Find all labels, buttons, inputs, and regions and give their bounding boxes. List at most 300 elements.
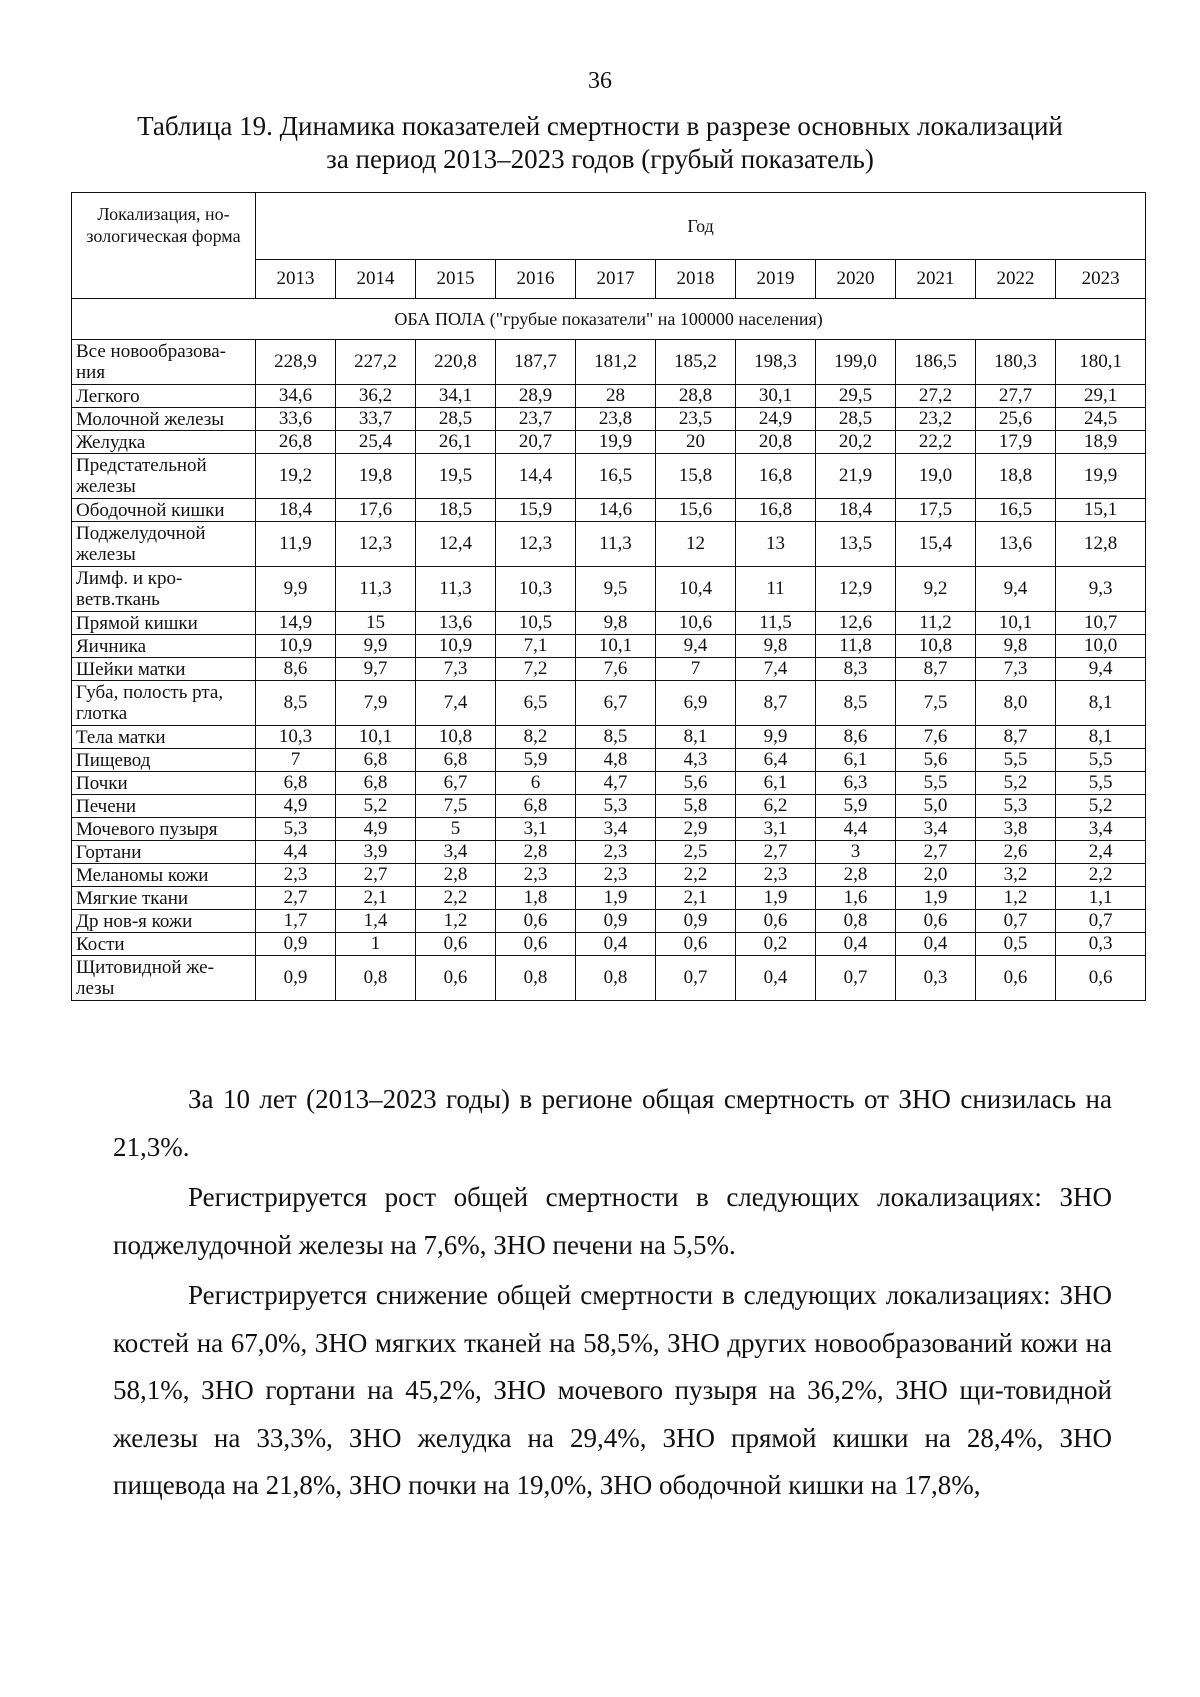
value-cell: 2,3 — [736, 864, 816, 887]
year-header-cell: 2017 — [576, 260, 656, 299]
value-cell: 228,9 — [256, 340, 336, 385]
value-cell: 2,3 — [496, 864, 576, 887]
table-title-line-1: Таблица 19. Динамика показателей смертности в разрезе основных локализаций — [137, 111, 1063, 141]
value-cell: 18,4 — [256, 499, 336, 522]
value-cell: 0,4 — [896, 933, 976, 956]
value-cell: 9,8 — [576, 612, 656, 635]
value-cell: 2,0 — [896, 864, 976, 887]
value-cell: 227,2 — [336, 340, 416, 385]
value-cell: 8,5 — [576, 726, 656, 749]
value-cell: 12,3 — [336, 522, 416, 567]
value-cell: 0,6 — [416, 956, 496, 1001]
value-cell: 12,9 — [816, 567, 896, 612]
value-cell: 17,5 — [896, 499, 976, 522]
value-cell: 9,9 — [336, 635, 416, 658]
table-row — [72, 841, 1146, 864]
value-cell: 0,6 — [496, 910, 576, 933]
value-cell: 0,8 — [496, 956, 576, 1001]
value-cell: 3,4 — [576, 818, 656, 841]
value-cell: 25,4 — [336, 431, 416, 454]
value-cell: 2,1 — [656, 887, 736, 910]
value-cell: 19,0 — [896, 454, 976, 499]
value-cell: 0,8 — [816, 910, 896, 933]
value-cell: 24,5 — [1056, 408, 1146, 431]
localization-cell: Гортани — [72, 841, 256, 864]
value-cell: 13,5 — [816, 522, 896, 567]
value-cell: 19,2 — [256, 454, 336, 499]
year-header-cell: 2023 — [1056, 260, 1146, 299]
value-cell: 8,6 — [256, 658, 336, 681]
value-cell: 19,5 — [416, 454, 496, 499]
value-cell: 6,7 — [416, 772, 496, 795]
table-title — [60, 110, 1140, 176]
value-cell: 8,7 — [976, 726, 1056, 749]
value-cell: 4,8 — [576, 749, 656, 772]
value-cell: 0,9 — [256, 933, 336, 956]
mortality-table — [71, 192, 1146, 1001]
value-cell: 5,2 — [1056, 795, 1146, 818]
value-cell: 36,2 — [336, 385, 416, 408]
value-cell: 9,7 — [336, 658, 416, 681]
value-cell: 28,8 — [656, 385, 736, 408]
value-cell: 8,6 — [816, 726, 896, 749]
header-year: Год — [256, 193, 1146, 260]
value-cell: 6,5 — [496, 681, 576, 726]
value-cell: 2,2 — [416, 887, 496, 910]
value-cell: 0,8 — [576, 956, 656, 1001]
table-row — [72, 795, 1146, 818]
value-cell: 29,1 — [1056, 385, 1146, 408]
value-cell: 10,7 — [1056, 612, 1146, 635]
value-cell: 7,3 — [976, 658, 1056, 681]
value-cell: 11,5 — [736, 612, 816, 635]
table-row — [72, 933, 1146, 956]
value-cell: 11,3 — [416, 567, 496, 612]
value-cell: 0,6 — [656, 933, 736, 956]
value-cell: 11,3 — [336, 567, 416, 612]
value-cell: 8,1 — [1056, 681, 1146, 726]
value-cell: 8,0 — [976, 681, 1056, 726]
year-header-cell: 2021 — [896, 260, 976, 299]
value-cell: 9,2 — [896, 567, 976, 612]
value-cell: 23,7 — [496, 408, 576, 431]
value-cell: 12,3 — [496, 522, 576, 567]
value-cell: 34,6 — [256, 385, 336, 408]
value-cell: 0,6 — [976, 956, 1056, 1001]
value-cell: 15 — [336, 612, 416, 635]
value-cell: 185,2 — [656, 340, 736, 385]
value-cell: 5 — [416, 818, 496, 841]
value-cell: 2,2 — [1056, 864, 1146, 887]
value-cell: 19,9 — [576, 431, 656, 454]
value-cell: 220,8 — [416, 340, 496, 385]
value-cell: 199,0 — [816, 340, 896, 385]
value-cell: 10,9 — [256, 635, 336, 658]
year-header-cell: 2020 — [816, 260, 896, 299]
value-cell: 0,5 — [976, 933, 1056, 956]
value-cell: 2,8 — [496, 841, 576, 864]
year-header-cell: 2014 — [336, 260, 416, 299]
value-cell: 16,8 — [736, 499, 816, 522]
value-cell: 10,3 — [256, 726, 336, 749]
value-cell: 9,5 — [576, 567, 656, 612]
value-cell: 8,3 — [816, 658, 896, 681]
value-cell: 7,6 — [576, 658, 656, 681]
value-cell: 29,5 — [816, 385, 896, 408]
localization-cell: Желудка — [72, 431, 256, 454]
value-cell: 26,1 — [416, 431, 496, 454]
value-cell: 20,8 — [736, 431, 816, 454]
value-cell: 2,7 — [736, 841, 816, 864]
value-cell: 0,7 — [656, 956, 736, 1001]
value-cell: 0,4 — [576, 933, 656, 956]
value-cell: 16,8 — [736, 454, 816, 499]
value-cell: 180,3 — [976, 340, 1056, 385]
value-cell: 7,5 — [896, 681, 976, 726]
value-cell: 0,2 — [736, 933, 816, 956]
value-cell: 11,3 — [576, 522, 656, 567]
value-cell: 1,2 — [976, 887, 1056, 910]
value-cell: 9,9 — [256, 567, 336, 612]
table-row — [72, 818, 1146, 841]
value-cell: 9,4 — [656, 635, 736, 658]
value-cell: 5,5 — [1056, 772, 1146, 795]
value-cell: 1,9 — [736, 887, 816, 910]
value-cell: 1,1 — [1056, 887, 1146, 910]
year-header-cell: 2015 — [416, 260, 496, 299]
value-cell: 8,1 — [1056, 726, 1146, 749]
localization-cell: Поджелудочной железы — [72, 522, 256, 567]
value-cell: 1,4 — [336, 910, 416, 933]
localization-cell: Мягкие ткани — [72, 887, 256, 910]
value-cell: 16,5 — [976, 499, 1056, 522]
localization-cell: Шейки матки — [72, 658, 256, 681]
value-cell: 9,4 — [1056, 658, 1146, 681]
value-cell: 10,6 — [656, 612, 736, 635]
value-cell: 10,1 — [336, 726, 416, 749]
value-cell: 17,9 — [976, 431, 1056, 454]
value-cell: 0,4 — [816, 933, 896, 956]
value-cell: 10,4 — [656, 567, 736, 612]
value-cell: 28,9 — [496, 385, 576, 408]
value-cell: 28,5 — [416, 408, 496, 431]
value-cell: 0,3 — [896, 956, 976, 1001]
value-cell: 27,2 — [896, 385, 976, 408]
value-cell: 18,4 — [816, 499, 896, 522]
value-cell: 6,8 — [336, 772, 416, 795]
value-cell: 7,9 — [336, 681, 416, 726]
localization-cell: Щитовидной же-лезы — [72, 956, 256, 1001]
table-row — [72, 635, 1146, 658]
value-cell: 1,9 — [896, 887, 976, 910]
table-row — [72, 340, 1146, 385]
value-cell: 6,8 — [496, 795, 576, 818]
value-cell: 2,8 — [416, 864, 496, 887]
value-cell: 17,6 — [336, 499, 416, 522]
value-cell: 2,5 — [656, 841, 736, 864]
value-cell: 5,6 — [656, 772, 736, 795]
localization-cell: Ободочной кишки — [72, 499, 256, 522]
page-number: 36 — [588, 68, 612, 94]
table-header — [72, 193, 1146, 299]
value-cell: 5,6 — [896, 749, 976, 772]
value-cell: 10,8 — [896, 635, 976, 658]
value-cell: 7 — [256, 749, 336, 772]
value-cell: 28,5 — [816, 408, 896, 431]
value-cell: 12,6 — [816, 612, 896, 635]
value-cell: 10,1 — [576, 635, 656, 658]
value-cell: 8,5 — [816, 681, 896, 726]
value-cell: 0,6 — [736, 910, 816, 933]
value-cell: 26,8 — [256, 431, 336, 454]
table-row — [72, 956, 1146, 1001]
value-cell: 21,9 — [816, 454, 896, 499]
localization-cell: Легкого — [72, 385, 256, 408]
value-cell: 15,4 — [896, 522, 976, 567]
value-cell: 0,4 — [736, 956, 816, 1001]
value-cell: 10,3 — [496, 567, 576, 612]
value-cell: 25,6 — [976, 408, 1056, 431]
value-cell: 3,4 — [1056, 818, 1146, 841]
value-cell: 6,1 — [736, 772, 816, 795]
value-cell: 15,9 — [496, 499, 576, 522]
value-cell: 18,9 — [1056, 431, 1146, 454]
table-row — [72, 522, 1146, 567]
value-cell: 9,8 — [976, 635, 1056, 658]
value-cell: 7,6 — [896, 726, 976, 749]
value-cell: 2,3 — [576, 841, 656, 864]
value-cell: 28 — [576, 385, 656, 408]
value-cell: 22,2 — [896, 431, 976, 454]
value-cell: 4,9 — [256, 795, 336, 818]
table-row — [72, 864, 1146, 887]
year-header-cell: 2018 — [656, 260, 736, 299]
table-row — [72, 681, 1146, 726]
value-cell: 3,1 — [736, 818, 816, 841]
value-cell: 8,1 — [656, 726, 736, 749]
value-cell: 20,2 — [816, 431, 896, 454]
value-cell: 8,7 — [736, 681, 816, 726]
value-cell: 11 — [736, 567, 816, 612]
value-cell: 2,6 — [976, 841, 1056, 864]
value-cell: 13,6 — [976, 522, 1056, 567]
value-cell: 7,2 — [496, 658, 576, 681]
value-cell: 4,4 — [816, 818, 896, 841]
table-title-line-2: за период 2013–2023 годов (грубый показатель) — [326, 144, 874, 174]
table-row — [72, 887, 1146, 910]
table-row — [72, 910, 1146, 933]
table-row — [72, 749, 1146, 772]
localization-cell: Яичника — [72, 635, 256, 658]
value-cell: 24,9 — [736, 408, 816, 431]
value-cell: 14,6 — [576, 499, 656, 522]
value-cell: 6,8 — [336, 749, 416, 772]
value-cell: 1,8 — [496, 887, 576, 910]
localization-cell: Печени — [72, 795, 256, 818]
value-cell: 16,5 — [576, 454, 656, 499]
value-cell: 7,1 — [496, 635, 576, 658]
value-cell: 5,9 — [816, 795, 896, 818]
value-cell: 15,8 — [656, 454, 736, 499]
value-cell: 7,5 — [416, 795, 496, 818]
value-cell: 181,2 — [576, 340, 656, 385]
value-cell: 186,5 — [896, 340, 976, 385]
value-cell: 2,8 — [816, 864, 896, 887]
value-cell: 23,5 — [656, 408, 736, 431]
value-cell: 18,8 — [976, 454, 1056, 499]
year-header-cell: 2016 — [496, 260, 576, 299]
table-row — [72, 726, 1146, 749]
value-cell: 5,5 — [976, 749, 1056, 772]
table-body — [72, 299, 1146, 1001]
value-cell: 0,6 — [1056, 956, 1146, 1001]
localization-cell: Прямой кишки — [72, 612, 256, 635]
value-cell: 0,7 — [816, 956, 896, 1001]
year-header-cell: 2013 — [256, 260, 336, 299]
value-cell: 198,3 — [736, 340, 816, 385]
table-row — [72, 612, 1146, 635]
table-row — [72, 658, 1146, 681]
value-cell: 2,3 — [576, 864, 656, 887]
value-cell: 2,7 — [336, 864, 416, 887]
value-cell: 11,2 — [896, 612, 976, 635]
value-cell: 7,4 — [736, 658, 816, 681]
localization-cell: Меланомы кожи — [72, 864, 256, 887]
table-row — [72, 772, 1146, 795]
value-cell: 0,3 — [1056, 933, 1146, 956]
value-cell: 11,8 — [816, 635, 896, 658]
value-cell: 6 — [496, 772, 576, 795]
value-cell: 14,4 — [496, 454, 576, 499]
localization-cell: Предстательной железы — [72, 454, 256, 499]
value-cell: 5,3 — [256, 818, 336, 841]
value-cell: 6,1 — [816, 749, 896, 772]
header-localization: Локализация, но-зологическая форма — [72, 193, 256, 299]
value-cell: 0,7 — [976, 910, 1056, 933]
value-cell: 5,3 — [976, 795, 1056, 818]
value-cell: 1,9 — [576, 887, 656, 910]
value-cell: 6,8 — [416, 749, 496, 772]
value-cell: 2,7 — [256, 887, 336, 910]
localization-cell: Губа, полость рта, глотка — [72, 681, 256, 726]
localization-cell: Все новообразова-ния — [72, 340, 256, 385]
value-cell: 27,7 — [976, 385, 1056, 408]
value-cell: 3,9 — [336, 841, 416, 864]
value-cell: 19,8 — [336, 454, 416, 499]
localization-cell: Пищевод — [72, 749, 256, 772]
value-cell: 180,1 — [1056, 340, 1146, 385]
localization-cell: Кости — [72, 933, 256, 956]
localization-cell: Мочевого пузыря — [72, 818, 256, 841]
value-cell: 34,1 — [416, 385, 496, 408]
value-cell: 1,7 — [256, 910, 336, 933]
localization-cell: Почки — [72, 772, 256, 795]
value-cell: 10,8 — [416, 726, 496, 749]
value-cell: 10,9 — [416, 635, 496, 658]
value-cell: 0,9 — [576, 910, 656, 933]
value-cell: 7 — [656, 658, 736, 681]
value-cell: 5,3 — [576, 795, 656, 818]
value-cell: 4,4 — [256, 841, 336, 864]
value-cell: 8,5 — [256, 681, 336, 726]
value-cell: 10,5 — [496, 612, 576, 635]
table-row — [72, 567, 1146, 612]
value-cell: 12 — [656, 522, 736, 567]
value-cell: 20,7 — [496, 431, 576, 454]
value-cell: 2,3 — [256, 864, 336, 887]
table-row — [72, 385, 1146, 408]
value-cell: 7,4 — [416, 681, 496, 726]
value-cell: 15,6 — [656, 499, 736, 522]
value-cell: 3,8 — [976, 818, 1056, 841]
value-cell: 5,5 — [896, 772, 976, 795]
value-cell: 6,3 — [816, 772, 896, 795]
value-cell: 15,1 — [1056, 499, 1146, 522]
value-cell: 5,8 — [656, 795, 736, 818]
value-cell: 1,2 — [416, 910, 496, 933]
localization-cell: Лимф. и кро-ветв.ткань — [72, 567, 256, 612]
value-cell: 5,5 — [1056, 749, 1146, 772]
value-cell: 4,9 — [336, 818, 416, 841]
value-cell: 23,2 — [896, 408, 976, 431]
value-cell: 3,4 — [416, 841, 496, 864]
value-cell: 33,6 — [256, 408, 336, 431]
value-cell: 10,1 — [976, 612, 1056, 635]
value-cell: 0,9 — [656, 910, 736, 933]
value-cell: 2,7 — [896, 841, 976, 864]
value-cell: 23,8 — [576, 408, 656, 431]
value-cell: 0,6 — [416, 933, 496, 956]
value-cell: 5,0 — [896, 795, 976, 818]
value-cell: 9,9 — [736, 726, 816, 749]
year-header-cell: 2022 — [976, 260, 1056, 299]
value-cell: 7,3 — [416, 658, 496, 681]
table-row — [72, 499, 1146, 522]
paragraph: Регистрируется снижение общей смертности в следующих локализациях: ЗНО костей на 67,0%, ЗНО мягких тканей на 58,5%, ЗНО других новообразований кожи на 58,1%, ЗНО гортани на 45,2%, ЗНО мочевого пузыря на 36,2%, ЗНО щи-товидной железы на 33,3%, ЗНО желудка на 29,4%, ЗНО прямой кишки на 28,4%, ЗНО пищевода на 21,8%, ЗНО почки на 19,0%, ЗНО ободочной кишки на 17,8%, — [113, 1280, 1112, 1500]
value-cell: 19,9 — [1056, 454, 1146, 499]
paragraph: За 10 лет (2013–2023 годы) в регионе общая смертность от ЗНО снизилась на 21,3%. — [113, 1084, 1112, 1162]
table-row — [72, 408, 1146, 431]
value-cell: 0,9 — [256, 956, 336, 1001]
value-cell: 13,6 — [416, 612, 496, 635]
value-cell: 12,4 — [416, 522, 496, 567]
value-cell: 12,8 — [1056, 522, 1146, 567]
value-cell: 6,9 — [656, 681, 736, 726]
value-cell: 1 — [336, 933, 416, 956]
value-cell: 4,3 — [656, 749, 736, 772]
table-row — [72, 431, 1146, 454]
value-cell: 4,7 — [576, 772, 656, 795]
value-cell: 2,2 — [656, 864, 736, 887]
value-cell: 14,9 — [256, 612, 336, 635]
value-cell: 9,8 — [736, 635, 816, 658]
value-cell: 0,8 — [336, 956, 416, 1001]
value-cell: 6,7 — [576, 681, 656, 726]
value-cell: 30,1 — [736, 385, 816, 408]
value-cell: 6,8 — [256, 772, 336, 795]
value-cell: 5,2 — [336, 795, 416, 818]
value-cell: 5,9 — [496, 749, 576, 772]
localization-cell: Др нов-я кожи — [72, 910, 256, 933]
value-cell: 8,2 — [496, 726, 576, 749]
value-cell: 33,7 — [336, 408, 416, 431]
value-cell: 3,4 — [896, 818, 976, 841]
value-cell: 2,1 — [336, 887, 416, 910]
table-row — [72, 454, 1146, 499]
value-cell: 18,5 — [416, 499, 496, 522]
value-cell: 13 — [736, 522, 816, 567]
value-cell: 3,1 — [496, 818, 576, 841]
